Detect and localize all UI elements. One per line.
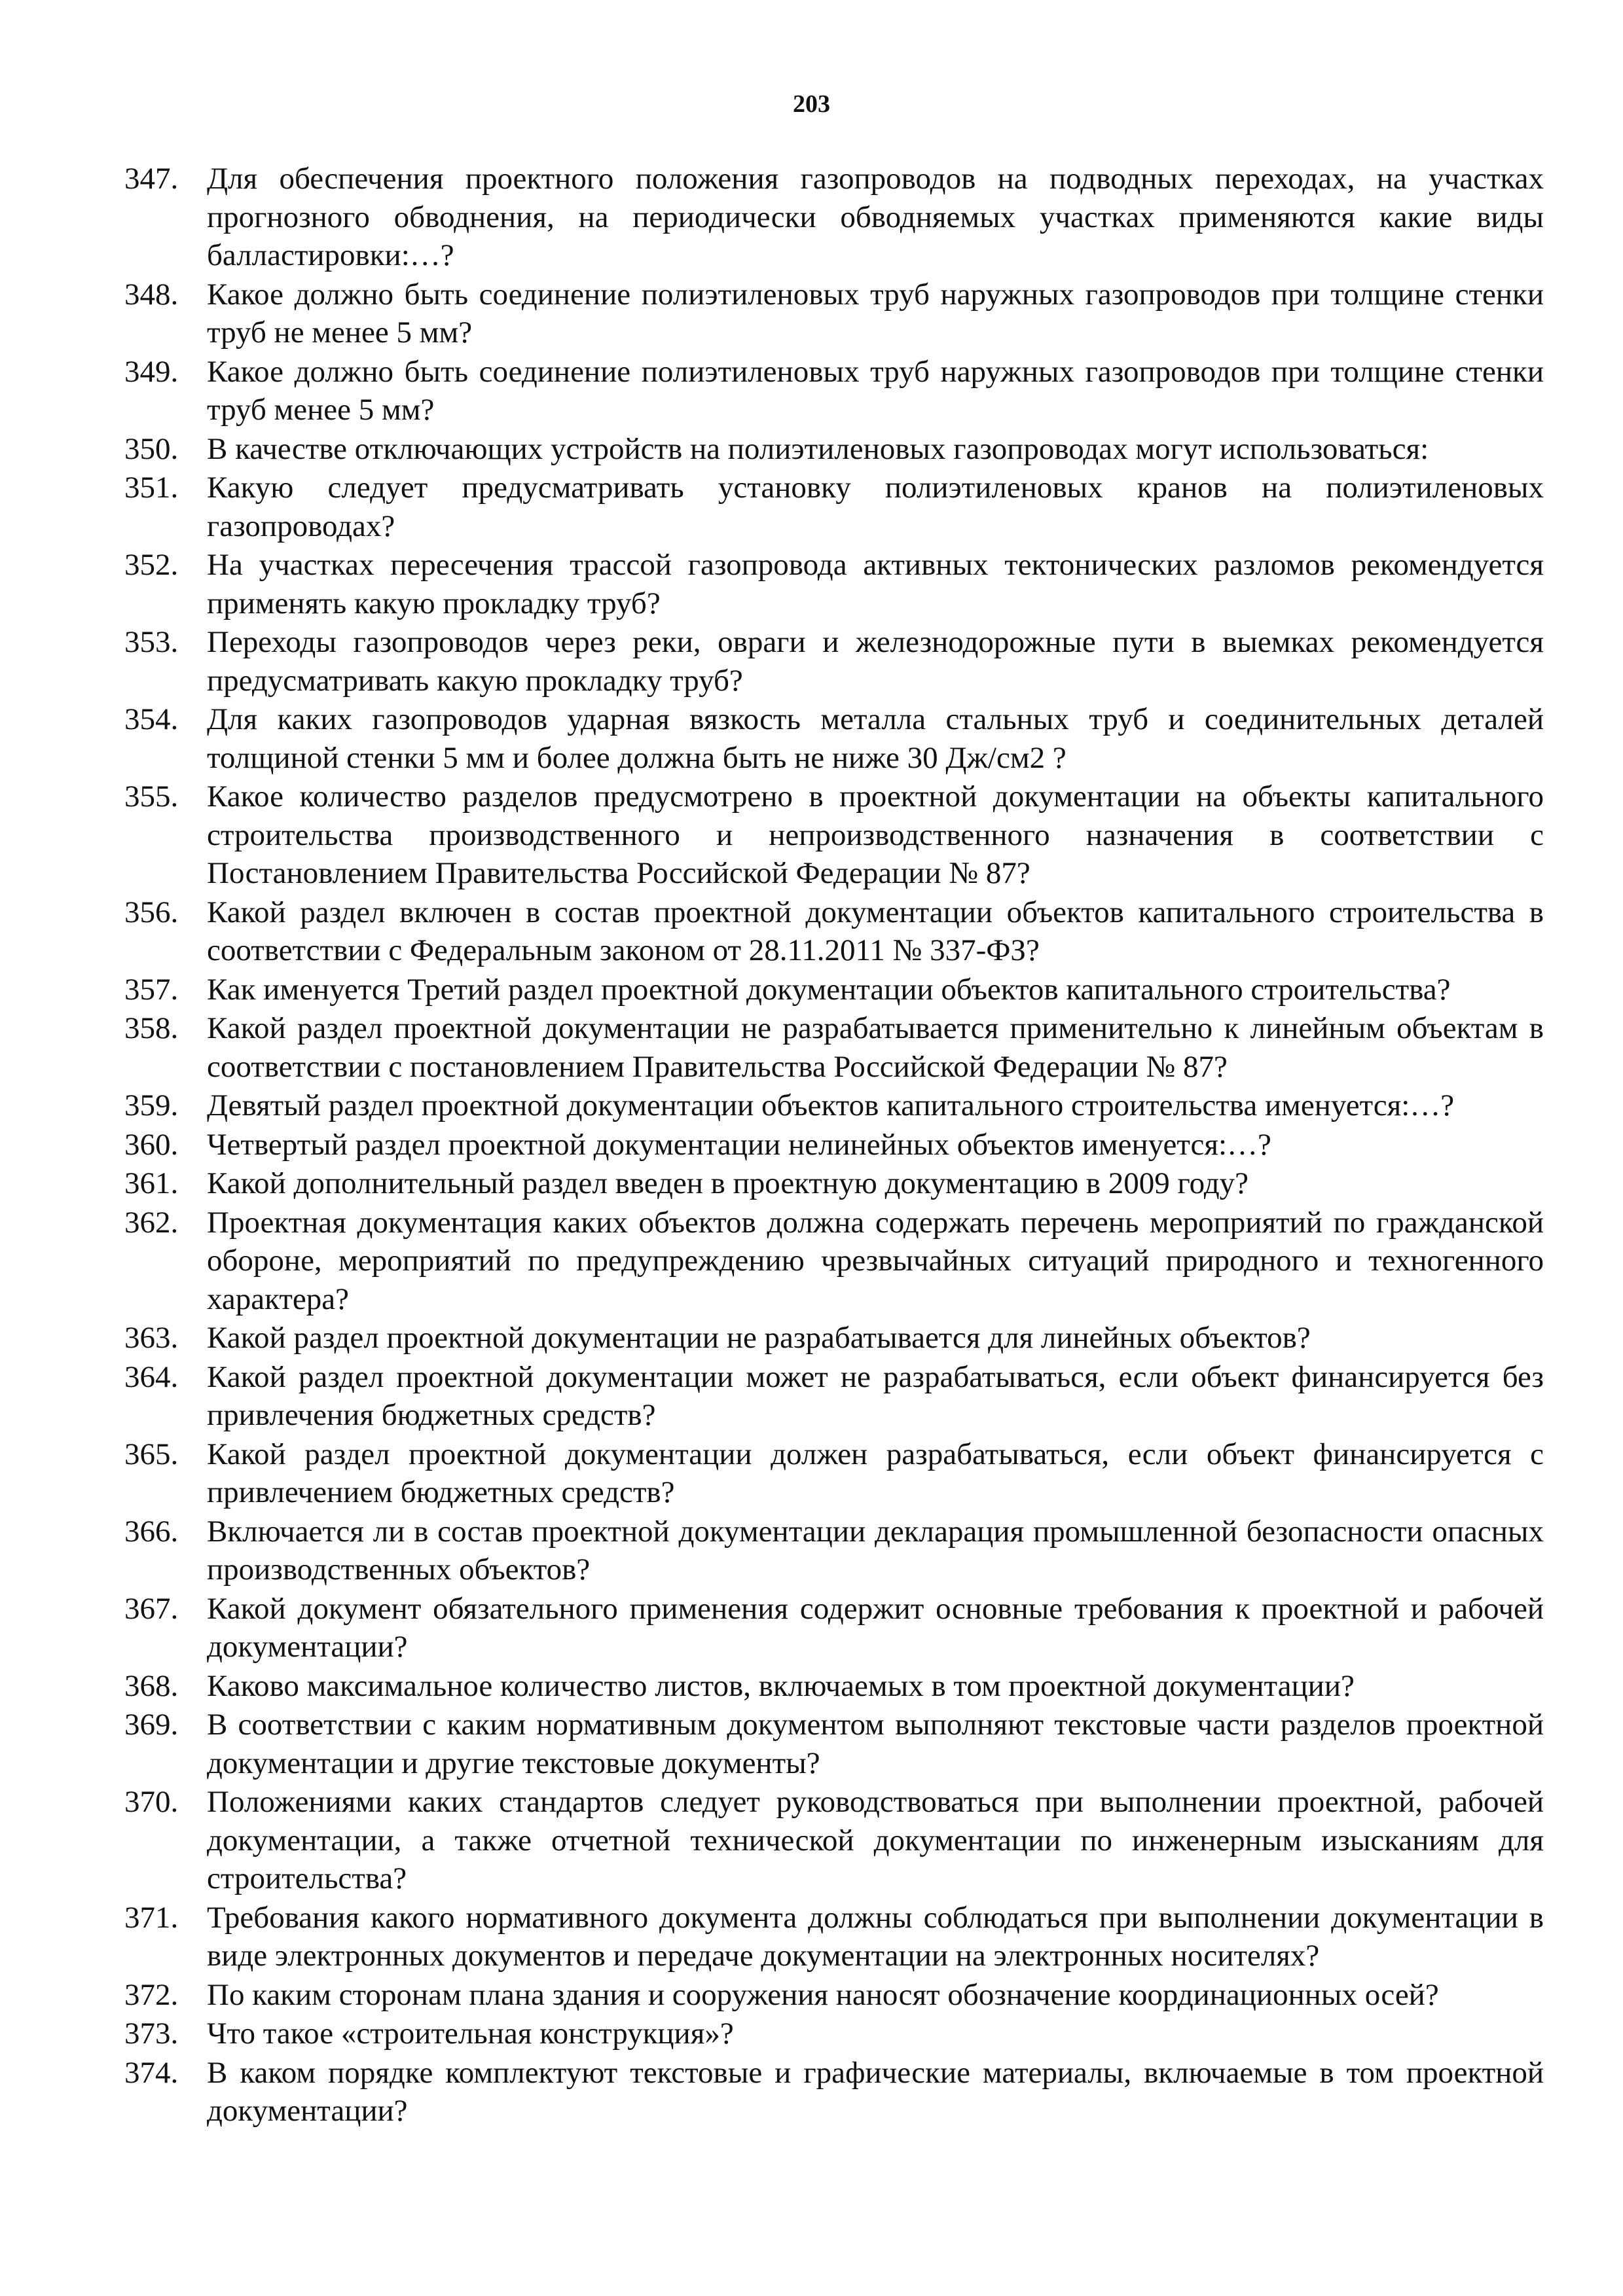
page-number: 203 — [793, 90, 830, 118]
question-number: 362. — [124, 1205, 179, 1240]
question-text: Какой раздел включен в состав проектной документации объектов капитального строительства в соответствии с Федеральным законом от 28.11.2011 № 337-ФЗ? — [207, 895, 1544, 967]
question-number: 370. — [124, 1785, 179, 1819]
question-359 — [124, 1086, 1544, 1125]
question-text: По каким сторонам плана здания и сооружения наносят обозначение координационных осей? — [207, 1977, 1439, 2012]
question-text: Как именуется Третий раздел проектной документации объектов капитального строительства? — [207, 972, 1451, 1007]
question-number: 359. — [124, 1088, 179, 1122]
question-text: В каком порядке комплектуют текстовые и графические материалы, включаемые в том проектной документации? — [207, 2055, 1544, 2128]
question-text: Положениями каких стандартов следует руководствоваться при выполнении проектной, рабочей документации, а также отчетной технической документации по инженерным изысканиям для строительства? — [207, 1785, 1544, 1895]
question-number: 356. — [124, 895, 179, 929]
question-373 — [124, 2015, 1544, 2053]
question-number: 360. — [124, 1127, 179, 1162]
question-351 — [124, 469, 1544, 545]
question-360 — [124, 1126, 1544, 1164]
question-number: 365. — [124, 1437, 179, 1471]
question-347 — [124, 160, 1544, 275]
question-number: 357. — [124, 972, 179, 1007]
question-369 — [124, 1706, 1544, 1782]
question-361 — [124, 1164, 1544, 1203]
question-text: Четвертый раздел проектной документации нелинейных объектов именуется:…? — [207, 1127, 1271, 1162]
question-text: Какой раздел проектной документации может не разрабатываться, если объект финансируется без привлечения бюджетных средств? — [207, 1359, 1544, 1432]
question-number: 353. — [124, 625, 179, 659]
question-349 — [124, 353, 1544, 429]
question-text: Для каких газопроводов ударная вязкость металла стальных труб и соединительных деталей толщиной стенки 5 мм и более должна быть не ниже 30 Дж/см2 ? — [207, 702, 1544, 775]
question-number: 369. — [124, 1708, 179, 1742]
question-364 — [124, 1358, 1544, 1435]
question-text: На участках пересечения трассой газопровода активных тектонических разломов рекомендуется применять какую прокладку труб? — [207, 548, 1544, 620]
question-text: Какой раздел проектной документации должен разрабатываться, если объект финансируется с привлечением бюджетных средств? — [207, 1437, 1544, 1509]
question-number: 374. — [124, 2055, 179, 2090]
question-370 — [124, 1783, 1544, 1898]
question-text: Включается ли в состав проектной документации декларация промышленной безопасности опасных производственных объектов? — [207, 1514, 1544, 1587]
question-368 — [124, 1667, 1544, 1706]
question-362 — [124, 1204, 1544, 1319]
question-number: 373. — [124, 2017, 179, 2051]
question-number: 361. — [124, 1166, 179, 1200]
question-354 — [124, 700, 1544, 777]
question-358 — [124, 1009, 1544, 1086]
question-number: 364. — [124, 1359, 179, 1394]
question-355 — [124, 778, 1544, 893]
question-text: Переходы газопроводов через реки, овраги и железнодорожные пути в выемках рекомендуется предусматривать какую прокладку труб? — [207, 625, 1544, 698]
question-352 — [124, 546, 1544, 622]
question-text: Какой документ обязательного применения содержит основные требования к проектной и рабочей документации? — [207, 1591, 1544, 1664]
question-number: 366. — [124, 1514, 179, 1549]
question-text: Девятый раздел проектной документации объектов капитального строительства именуется:…? — [207, 1088, 1455, 1122]
question-text: Проектная документация каких объектов должна содержать перечень мероприятий по гражданской обороне, мероприятий по предупреждению чрезвычайных ситуаций природного и техногенного характера? — [207, 1205, 1544, 1316]
question-number: 355. — [124, 780, 179, 814]
question-number: 350. — [124, 431, 179, 466]
question-text: В соответствии с каким нормативным документом выполняют текстовые части разделов проектной документации и другие текстовые документы? — [207, 1708, 1544, 1780]
question-348 — [124, 276, 1544, 352]
question-372 — [124, 1976, 1544, 2015]
question-text: Какое должно быть соединение полиэтиленовых труб наружных газопроводов при толщине стенки труб менее 5 мм? — [207, 354, 1544, 427]
question-text: Какой раздел проектной документации не разрабатывается применительно к линейным объектам в соответствии с постановлением Правительства Российской Федерации № 87? — [207, 1011, 1544, 1084]
question-text: Каково максимальное количество листов, включаемых в том проектной документации? — [207, 1668, 1355, 1703]
question-number: 347. — [124, 162, 179, 196]
question-number: 358. — [124, 1011, 179, 1045]
question-number: 368. — [124, 1668, 179, 1703]
question-374 — [124, 2054, 1544, 2130]
question-text: Требования какого нормативного документа должны соблюдаться при выполнении документации в виде электронных документов и передаче документации на электронных носителях? — [207, 1900, 1544, 1973]
question-text: Какой раздел проектной документации не разрабатывается для линейных объектов? — [207, 1321, 1311, 1355]
question-367 — [124, 1590, 1544, 1666]
question-text: Что такое «строительная конструкция»? — [207, 2017, 734, 2051]
question-number: 352. — [124, 548, 179, 582]
question-text: Какое должно быть соединение полиэтиленовых труб наружных газопроводов при толщине стенки труб не менее 5 мм? — [207, 277, 1544, 350]
question-text: Для обеспечения проектного положения газопроводов на подводных переходах, на участках прогнозного обводнения, на периодически обводняемых участках применяются какие виды балластировки:…? — [207, 162, 1544, 272]
question-list — [124, 160, 1544, 2131]
question-353 — [124, 623, 1544, 700]
question-number: 371. — [124, 1900, 179, 1935]
question-357 — [124, 971, 1544, 1009]
question-text: Какое количество разделов предусмотрено в проектной документации на объекты капитального строительства производственного и непроизводственного назначения в соответствии с Постановлением Правительства Российской Федерации № 87? — [207, 780, 1544, 890]
question-number: 349. — [124, 354, 179, 389]
question-number: 363. — [124, 1321, 179, 1355]
question-371 — [124, 1899, 1544, 1975]
question-363 — [124, 1319, 1544, 1357]
question-text: Какой дополнительный раздел введен в проектную документацию в 2009 году? — [207, 1166, 1249, 1200]
question-text: Какую следует предусматривать установку полиэтиленовых кранов на полиэтиленовых газопроводах? — [207, 471, 1544, 543]
question-number: 354. — [124, 702, 179, 736]
question-number: 367. — [124, 1591, 179, 1626]
question-356 — [124, 893, 1544, 970]
question-366 — [124, 1513, 1544, 1589]
question-number: 351. — [124, 471, 179, 505]
question-365 — [124, 1435, 1544, 1512]
question-350 — [124, 430, 1544, 469]
question-number: 372. — [124, 1977, 179, 2012]
question-text: В качестве отключающих устройств на полиэтиленовых газопроводах могут использоваться: — [207, 431, 1429, 466]
question-number: 348. — [124, 277, 179, 312]
